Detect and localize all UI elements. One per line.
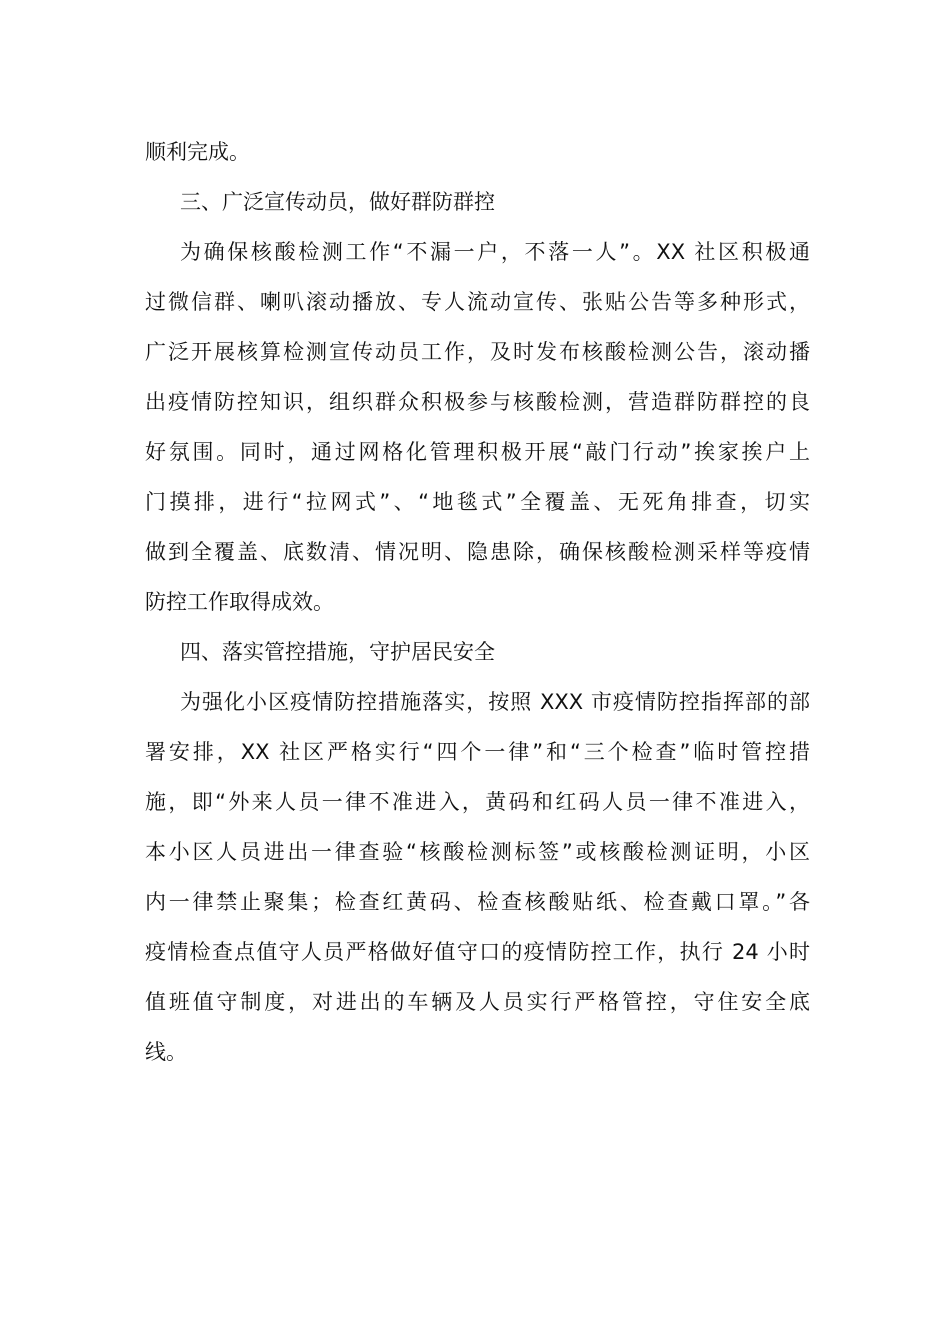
paragraph-line: 署安排，XX 社区严格实行“四个一律”和“三个检查”临时管控措	[145, 740, 810, 764]
paragraph-line: 线。	[145, 1040, 187, 1064]
paragraph-line: 门摸排，进行“拉网式”、“地毯式”全覆盖、无死角排查，切实	[145, 490, 810, 514]
paragraph-line: 出疫情防控知识，组织群众积极参与核酸检测，营造群防群控的良	[145, 390, 810, 414]
paragraph-line: 施，即“外来人员一律不准进入，黄码和红码人员一律不准进入，	[145, 790, 810, 814]
section-heading-3: 三、广泛宣传动员，做好群防群控	[180, 190, 495, 214]
paragraph-line: 好氛围。同时，通过网格化管理积极开展“敲门行动”挨家挨户上	[145, 440, 810, 464]
paragraph-line: 广泛开展核算检测宣传动员工作，及时发布核酸检测公告，滚动播	[145, 340, 810, 364]
paragraph-line: 过微信群、喇叭滚动播放、专人流动宣传、张贴公告等多种形式，	[145, 290, 810, 314]
paragraph-line: 本小区人员进出一律查验“核酸检测标签”或核酸检测证明，小区	[145, 840, 810, 864]
section-heading-4: 四、落实管控措施，守护居民安全	[180, 640, 495, 664]
paragraph-line: 做到全覆盖、底数清、情况明、隐患除，确保核酸检测采样等疫情	[145, 540, 810, 564]
document-body	[145, 127, 810, 1077]
paragraph-line: 为确保核酸检测工作“不漏一户，不落一人”。XX 社区积极通	[180, 240, 810, 264]
paragraph-line: 防控工作取得成效。	[145, 590, 334, 614]
paragraph-line: 顺利完成。	[145, 140, 250, 164]
paragraph-line: 疫情检查点值守人员严格做好值守口的疫情防控工作，执行 24 小时	[145, 940, 810, 964]
paragraph-line: 为强化小区疫情防控措施落实，按照 XXX 市疫情防控指挥部的部	[180, 690, 810, 714]
paragraph-line: 值班值守制度，对进出的车辆及人员实行严格管控，守住安全底	[145, 990, 810, 1014]
paragraph-line: 内一律禁止聚集；检查红黄码、检查核酸贴纸、检查戴口罩。”各	[145, 890, 810, 914]
